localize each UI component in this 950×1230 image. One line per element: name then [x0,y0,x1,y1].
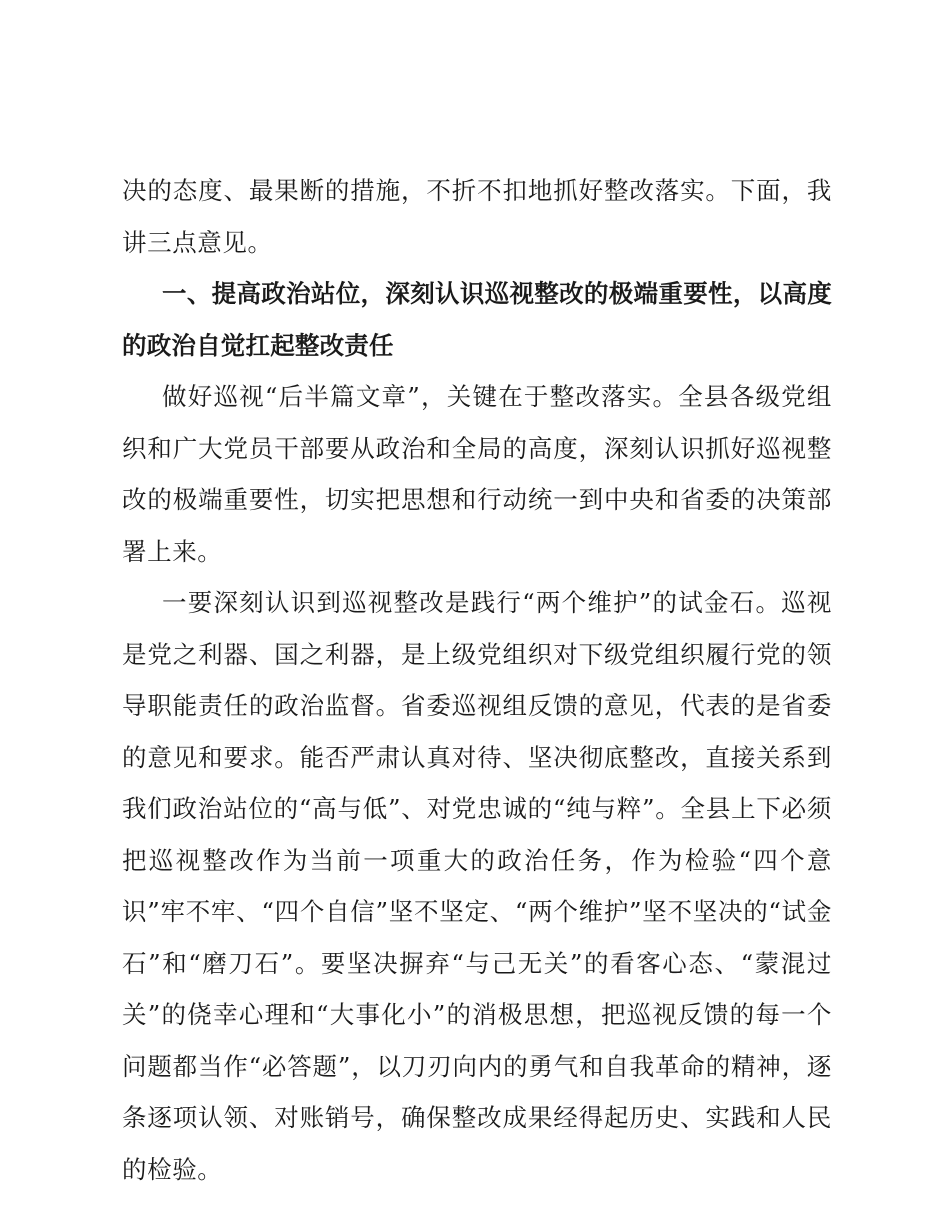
section-heading: 一、提高政治站位，深刻认识巡视整改的极端重要性，以高度的政治自觉扛起整改责任 [122,279,832,360]
document-body [122,165,832,1195]
paragraph-point-one: 一要深刻认识到巡视整改是践行“两个维护”的试金石。巡视是党之利器、国之利器，是上级党组织对下级党组织履行党的领导职能责任的政治监督。省委巡视组反馈的意见，代表的是省委的意见和要求。能否严肃认真对待、坚决彻底整改，直接关系到我们政治站位的“高与低”、对党忠诚的“纯与粹”。全县上下必须把巡视整改作为当前一项重大的政治任务，作为检验“四个意识”牢不牢、“四个自信”坚不坚定、“两个维护”坚不坚决的“试金石”和“磨刀石”。要坚决摒弃“与己无关”的看客心态、“蒙混过关”的侥幸心理和“大事化小”的消极思想，把巡视反馈的每一个问题都当作“必答题”，以刀刃向内的勇气和自我革命的精神，逐条逐项认领、对账销号，确保整改成果经得起历史、实践和人民的检验。 [122,588,832,1184]
paragraph-continuation: 决的态度、最果断的措施，不折不扣地抓好整改落实。下面，我讲三点意见。 [122,176,832,257]
paragraph-intro: 做好巡视“后半篇文章”，关键在于整改落实。全县各级党组织和广大党员干部要从政治和全局的高度，深刻认识抓好巡视整改的极端重要性，切实把思想和行动统一到中央和省委的决策部署上来。 [122,382,832,566]
